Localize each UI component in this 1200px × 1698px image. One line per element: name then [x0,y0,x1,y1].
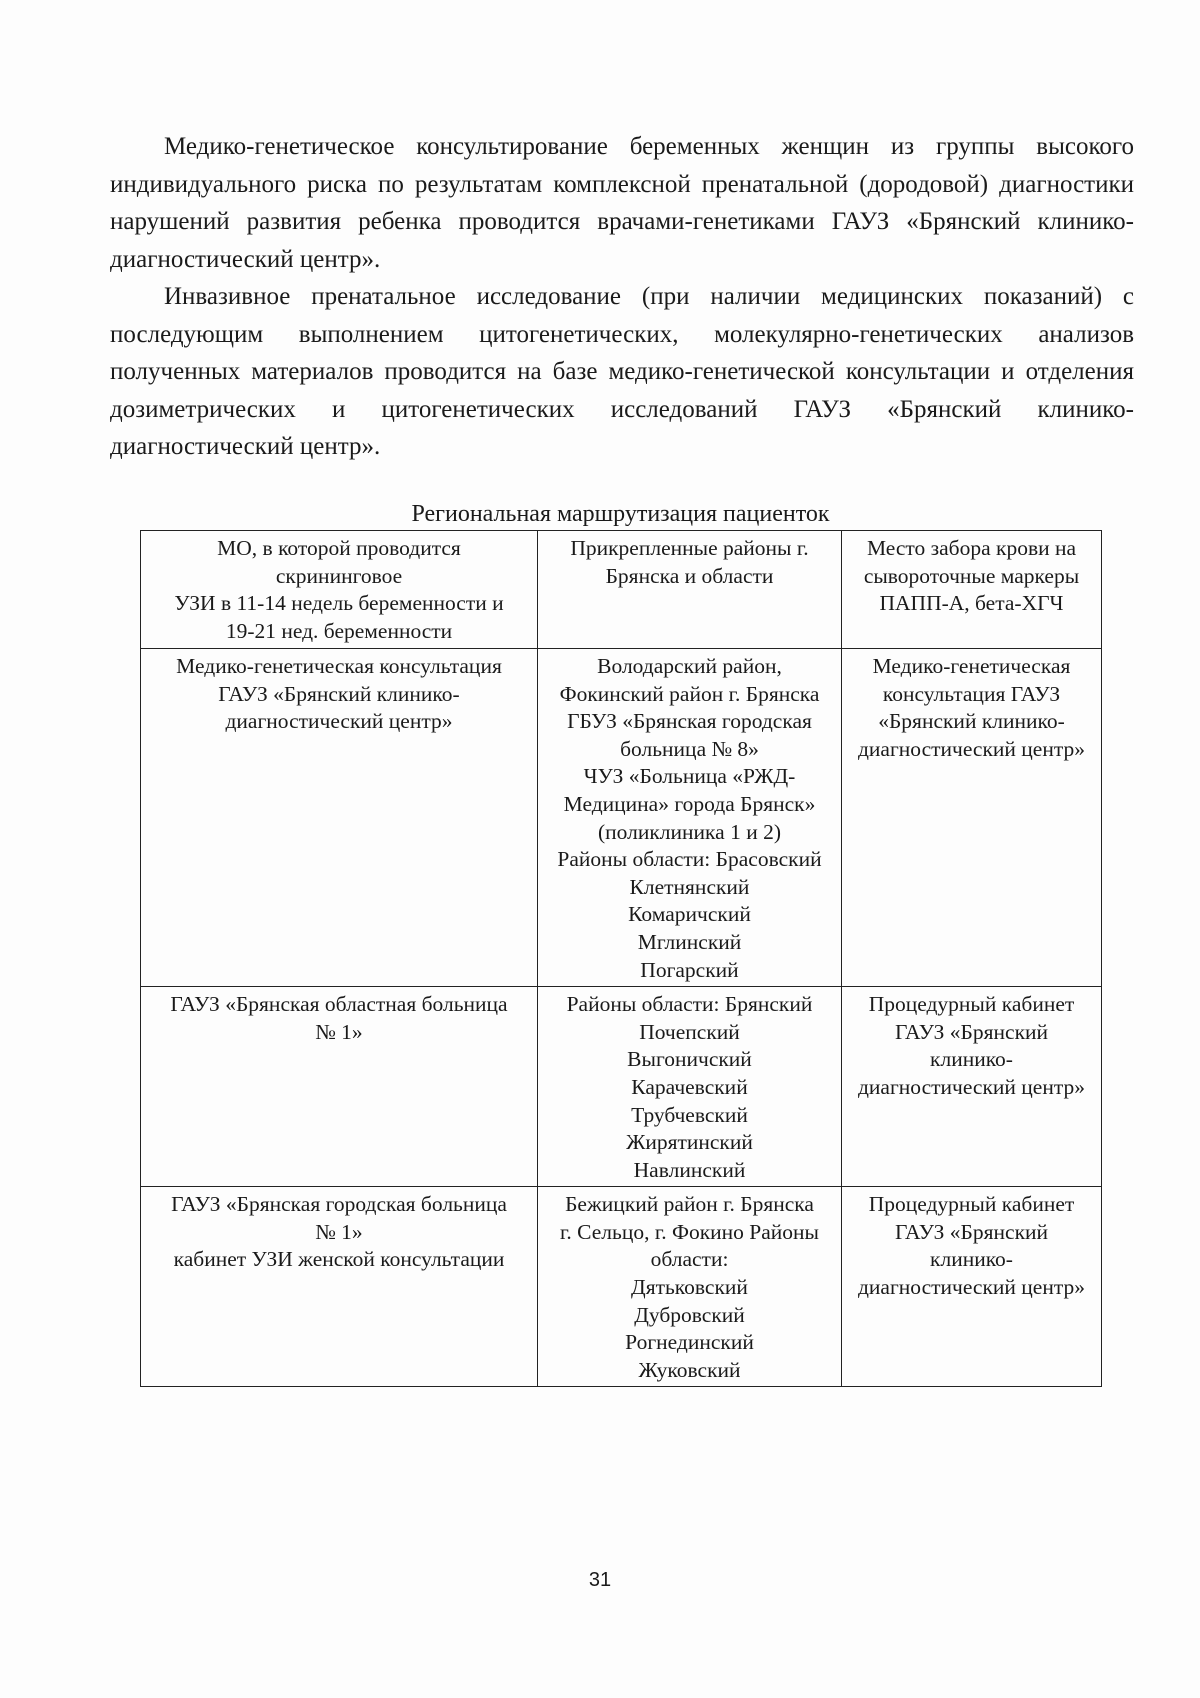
cell-line: Процедурный кабинет [868,992,1075,1017]
table-title: Региональная маршрутизация пациенток [411,501,830,527]
cell-line: № 1» [315,1019,363,1044]
cell-line: Процедурный кабинет [868,1192,1075,1217]
cell-line: консультация ГАУЗ [882,681,1061,706]
table-header-row [141,531,1102,649]
cell-line: УЗИ в 11-14 недель беременности и [174,591,504,616]
header-blood-sampling [842,531,1102,649]
cell-line: Трубчевский [631,1102,748,1127]
cell-line: № 1» [315,1219,363,1244]
cell-line: скрининговое [275,563,403,588]
row-2-districts [538,987,842,1187]
cell-line: диагностический центр» [857,1275,1086,1300]
cell-line: Медицина» города Брянск» [563,791,816,816]
cell-line: ГАУЗ «Брянская областная больница [170,992,508,1017]
cell-line: Районы области: Брянский [566,992,813,1017]
table-row [141,1187,1102,1387]
cell-line: сывороточные маркеры [863,563,1080,588]
cell-line: ГАУЗ «Брянский [894,1219,1049,1244]
cell-line: (поликлиника 1 и 2) [597,819,781,844]
cell-line: ГАУЗ «Брянский клинико- [218,681,460,706]
row-2-blood-sampling [842,987,1102,1187]
cell-line: Клетнянский [629,874,750,899]
cell-line: 19-21 нед. беременности [225,618,453,643]
cell-line: Володарский район, [597,654,782,678]
cell-line: Рогнединский [625,1330,754,1355]
cell-line: ГАУЗ «Брянская городская больница [171,1192,507,1217]
cell-line: клинико- [930,1247,1013,1272]
cell-line: кабинет УЗИ женской консультации [173,1247,505,1272]
routing-table-body [141,531,1102,1387]
cell-line: Выгоничский [627,1047,752,1072]
cell-line: Погарский [640,957,739,982]
cell-line: Брянска и области [605,563,774,588]
cell-line: больница № 8» [620,736,759,761]
cell-line: ПАПП-А, бета-ХГЧ [879,591,1064,616]
cell-line: МО, в которой проводится [217,536,461,560]
row-1-mo [141,649,538,987]
routing-table [140,530,1102,1387]
cell-line: Районы области: Брасовский [557,847,822,872]
cell-line: Комаричский [628,902,751,927]
cell-line: Жуковский [638,1357,741,1382]
body-text [110,128,1134,466]
row-3-districts [538,1187,842,1387]
cell-line: Дятьковский [631,1275,748,1300]
row-3-mo [141,1187,538,1387]
cell-line: области: [650,1247,729,1272]
cell-line: Жирятинский [626,1130,753,1155]
cell-line: Бежицкий район г. Брянска [565,1192,814,1217]
cell-line: Место забора крови на [866,536,1077,560]
cell-line: Фокинский район г. Брянска [559,681,820,706]
cell-line: клинико- [930,1047,1013,1072]
cell-line: ГАУЗ «Брянский [894,1019,1049,1044]
table-row [141,987,1102,1187]
table-row [141,649,1102,987]
cell-line: диагностический центр» [857,1074,1086,1099]
cell-line: ЧУЗ «Больница «РЖД- [583,764,796,789]
header-districts [538,531,842,649]
cell-line: «Брянский клинико- [878,709,1065,734]
cell-line: Медико-генетическая консультация [176,654,502,678]
cell-line: диагностический центр» [225,709,453,734]
cell-line: диагностический центр» [857,736,1086,761]
paragraph-2: Инвазивное пренатальное исследование (при наличии медицинских показаний) с последующим выполнением цитогенетических, молекулярно-генетических анализов полученных материалов проводится на базе медико-генетической консультации и отделения дозиметрических и цитогенетических исследований ГАУЗ «Брянский клинико-диагностический центр». [110,283,1134,460]
cell-line: Мглинский [637,929,742,954]
cell-line: Карачевский [631,1074,748,1099]
row-3-blood-sampling [842,1187,1102,1387]
cell-line: г. Сельцо, г. Фокино Районы [560,1219,819,1244]
row-1-blood-sampling [842,649,1102,987]
row-1-districts [538,649,842,987]
header-mo [141,531,538,649]
row-2-mo [141,987,538,1187]
cell-line: ГБУЗ «Брянская городская [567,709,812,734]
cell-line: Почепский [639,1019,740,1044]
paragraph-1: Медико-генетическое консультирование беременных женщин из группы высокого индивидуального риска по результатам комплексной пренатальной (дородовой) диагностики нарушений развития ребенка проводится врачами-генетиками ГАУЗ «Брянский клинико-диагностический центр». [110,133,1134,273]
page-number: 31 [588,1569,612,1591]
cell-line: Прикрепленные районы г. [570,536,809,560]
cell-line: Навлинский [633,1157,746,1182]
cell-line: Медико-генетическая [872,654,1071,678]
cell-line: Дубровский [634,1302,745,1327]
